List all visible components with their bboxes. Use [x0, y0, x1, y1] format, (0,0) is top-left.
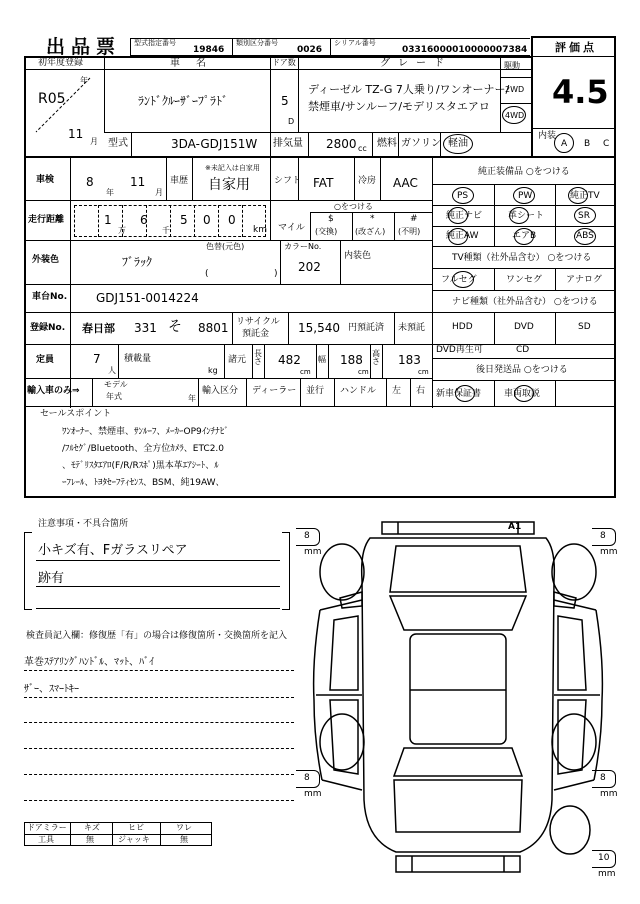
type-no-value: 19846 [193, 45, 225, 55]
inspector-line-2: ｻﾞｰ、ｽﾏｰﾄｷｰ [24, 684, 79, 695]
opt-dollar[interactable]: $ [328, 214, 334, 224]
displacement-value: 2800 [326, 137, 357, 151]
drive-4wd[interactable]: 4WD [505, 111, 525, 120]
score-label: 評価点 [555, 41, 597, 54]
kg-unit: kg [208, 366, 218, 375]
opt-dollar-sub: (交換) [315, 227, 338, 236]
doors-value: 5 [281, 94, 289, 108]
tv-title: TV種類（社外品含む） ○をつける [452, 253, 592, 263]
ac-value: AAC [393, 176, 418, 190]
dvd-cd[interactable]: CD [516, 345, 530, 355]
opt-star[interactable]: * [370, 214, 375, 224]
sales-line-3: 、ﾓﾃﾞﾘｽﾀｴｱﾛ(F/R/Rｽﾎﾟ)黒本革ｴｱｼｰﾄ、ﾙ [62, 461, 219, 471]
history-label: 車歴 [170, 176, 189, 186]
genuine-tv[interactable]: 純正TV [570, 191, 600, 201]
inspector-line-1: 革巻ｽﾃｱﾘﾝｸﾞﾊﾝﾄﾞﾙ、ﾏｯﾄ、ﾊﾞｲ [24, 657, 154, 668]
navi-hdd[interactable]: HDD [452, 322, 473, 332]
month-unit: 月 [90, 137, 98, 146]
recycle-done[interactable]: 円預託済 [348, 323, 385, 333]
car-name-label: 車名 [170, 58, 222, 69]
genuine-airbag[interactable]: エアB [512, 231, 537, 241]
model-value: 3DA-GDJ151W [171, 137, 258, 151]
after-manual[interactable]: 車両取説 [504, 389, 541, 399]
serial-value: 03316000010000007384 [402, 45, 528, 55]
length-cm: cm [300, 368, 311, 376]
inspector-title: 検査員記入欄：修復歴「有」の場合は修復箇所・交換箇所を記入 [26, 631, 288, 641]
tools-header-hibi: ヒビ [128, 823, 144, 832]
tread-rear-left-unit: mm [304, 789, 322, 799]
import-dealer[interactable]: ディーラー [252, 386, 297, 396]
cc-unit: cc [358, 144, 367, 153]
color-paren-open: ( [205, 269, 209, 279]
mileage-digit-4: 0 [203, 213, 211, 227]
tools-jack-value: 無 [180, 835, 188, 844]
sales-title: セールスポイント [40, 409, 112, 419]
width-value: 188 [340, 353, 363, 367]
person-unit: 人 [108, 366, 116, 375]
first-reg-label: 初年度登録 [38, 58, 84, 68]
inspection-month-unit: 月 [155, 188, 163, 197]
model-year-label-1: モデル [104, 380, 128, 389]
tread-front-right-unit: mm [600, 547, 618, 557]
import-parallel[interactable]: 並行 [306, 386, 325, 396]
tread-front-left: 8 [304, 531, 310, 541]
interior-a[interactable]: A [561, 139, 568, 149]
tools-jack: ジャッキ [118, 835, 150, 844]
first-reg-month: 11 [68, 127, 84, 141]
load-label: 積載量 [124, 354, 152, 364]
recycle-label-1: リサイクル [236, 317, 280, 327]
model-year-unit: 年 [188, 394, 196, 403]
import-type-label: 輸入区分 [202, 386, 239, 396]
grade-label: グレード [380, 58, 452, 69]
length-value: 482 [278, 353, 301, 367]
length-label: 長さ [254, 349, 262, 366]
mile-option[interactable]: マイル [278, 223, 305, 233]
reg-number: 8801 [198, 321, 229, 335]
shift-label: シフト [274, 176, 302, 186]
notes-line-1: 小キズ有、Fガラスリペア [38, 543, 188, 558]
color-no: 202 [298, 260, 321, 274]
km-unit: km [253, 225, 267, 235]
tread-rear-left: 8 [304, 773, 310, 783]
tread-rear-right: 8 [600, 773, 606, 783]
tools-tool-value: 無 [86, 835, 94, 844]
doors-label: ドア数 [272, 58, 296, 67]
chassis-value: GDJ151-0014224 [96, 291, 199, 305]
score-value: 4.5 [552, 73, 609, 111]
mileage-digit-2: 6 [140, 213, 148, 227]
genuine-leather-seat[interactable]: 革シート [508, 211, 545, 221]
exterior-label: 外装色 [32, 255, 60, 265]
ac-label: 冷房 [358, 176, 377, 186]
genuine-sr[interactable]: SR [578, 211, 590, 221]
displacement-label: 排気量 [273, 138, 303, 149]
after-warranty[interactable]: 新車保証書 [436, 389, 482, 399]
interior-color-label: 内装色 [344, 251, 372, 261]
tread-front-left-unit: mm [304, 547, 322, 557]
car-diagram [300, 500, 616, 900]
width-cm: cm [358, 368, 369, 376]
opt-hash[interactable]: # [410, 214, 418, 224]
opt-star-sub: (改ざん) [355, 227, 386, 236]
reg-class: 331 [134, 321, 157, 335]
handle-right[interactable]: 右 [416, 386, 426, 396]
drive-2wd[interactable]: 2WD [505, 85, 525, 94]
damage-mark-a1: A1 [508, 522, 522, 532]
mileage-digit-3: 5 [180, 213, 188, 227]
sheet-title: 出品票 [46, 36, 122, 58]
opt-hash-sub: (不明) [398, 227, 421, 236]
fuel-diesel[interactable]: 軽油 [448, 138, 468, 149]
genuine-pw[interactable]: PW [518, 191, 533, 201]
notes-line-2: 跡有 [38, 571, 65, 586]
tools-header-kizu: キズ [84, 823, 100, 832]
tv-fullseg[interactable]: フルセグ [441, 275, 477, 285]
tread-rear-right-unit: mm [600, 789, 618, 799]
navi-dvd[interactable]: DVD [514, 322, 534, 332]
recycle-value: 15,540 [298, 321, 340, 335]
drive-4wd-circle [502, 106, 526, 124]
inspection-month: 11 [130, 175, 146, 189]
year-unit: 年 [80, 76, 88, 85]
dvd-playable[interactable]: DVD再生可 [436, 345, 483, 355]
inspection-year: 8 [86, 175, 94, 189]
color-orig-label: 色替(元色) [206, 242, 245, 251]
reg-area: 春日部 [82, 322, 115, 335]
navi-sd[interactable]: SD [578, 322, 591, 332]
height-label: 高さ [372, 349, 380, 366]
interior-label: 内装 [538, 131, 557, 141]
reg-label: 登録No. [30, 323, 66, 333]
fuel-gasoline[interactable]: ガソリン [401, 138, 441, 149]
history-note: ※未記入は自家用 [205, 164, 260, 172]
color-paren-close: ) [274, 269, 278, 279]
capacity-label: 定員 [36, 355, 55, 365]
mileage-man: 万 [118, 226, 126, 235]
sales-line-2: /ﾌﾙｾｸﾞ/Bluetooth、全方位ｶﾒﾗ、ETC2.0 [62, 444, 225, 454]
color-no-label: カラーNo. [284, 242, 322, 251]
recycle-label-2: 預託金 [242, 329, 270, 339]
tools-tool: 工具 [38, 835, 54, 844]
type-no-label: 型式指定番号 [134, 39, 176, 47]
tread-spare-unit: mm [598, 869, 616, 879]
notes-title: 注意事項・不具合箇所 [38, 519, 129, 529]
fuel-label: 燃料 [377, 138, 397, 149]
genuine-aw[interactable]: 純正AW [446, 231, 479, 241]
tread-spare: 10 [598, 853, 610, 863]
tools-header-ware: ワレ [176, 823, 192, 832]
import-label: 輸入車のみ⇒ [27, 386, 80, 396]
model-year-label-2: 年式 [106, 392, 122, 401]
class-no-value: 0026 [297, 45, 323, 55]
dims-label: 諸元 [228, 355, 247, 365]
class-no-label: 類別区分番号 [236, 39, 278, 47]
first-reg-year: R05 [38, 91, 66, 107]
door-sub: D [288, 117, 295, 126]
capacity-value: 7 [93, 352, 101, 366]
recycle-none[interactable]: 未預託 [398, 323, 426, 333]
height-cm: cm [418, 368, 429, 376]
height-value: 183 [398, 353, 421, 367]
interior-c[interactable]: C [603, 139, 610, 149]
tv-oneseg[interactable]: ワンセグ [506, 275, 543, 285]
serial-label: シリアル番号 [334, 39, 376, 47]
mileage-digit-1: 1 [104, 213, 112, 227]
sales-line-1: ﾜﾝｵｰﾅｰ、禁煙車、ｻﾝﾙｰﾌ、ﾒｰｶｰOP9ｲﾝﾁﾅﾋﾞ [62, 427, 229, 437]
handle-label: ハンドル [340, 386, 377, 396]
inspection-label: 車検 [36, 175, 55, 185]
car-name-value: ﾗﾝﾄﾞｸﾙｰｻﾞｰﾌﾟﾗﾄﾞ [138, 94, 229, 108]
fuel-diesel-circle [443, 134, 473, 154]
width-label: 幅 [318, 355, 326, 364]
tv-analog[interactable]: アナログ [566, 275, 603, 285]
tools-header-mirror: ドアミラー [27, 823, 67, 832]
grade-line-2: 禁煙車/サンルーフ/モデリスタエアロ [308, 100, 490, 113]
genuine-ps[interactable]: PS [457, 191, 469, 201]
genuine-navi[interactable]: 純正ナビ [446, 211, 483, 221]
interior-a-circle [554, 133, 574, 153]
exterior-color: ﾌﾞﾗｯｸ [122, 255, 153, 269]
after-title: 後日発送品 ○をつける [476, 365, 568, 375]
reg-kana: そ [168, 319, 182, 335]
genuine-title: 純正装備品 ○をつける [478, 167, 570, 177]
history-value: 自家用 [208, 177, 250, 193]
shift-value: FAT [313, 176, 334, 190]
mileage-check-note: ○をつける [334, 202, 373, 211]
grade-line-1: ディーゼル TZ-G 7人乗り/ワンオーナー/ [308, 83, 510, 96]
mileage-sen: 千 [162, 226, 170, 235]
genuine-abs[interactable]: ABS [576, 231, 594, 241]
model-label: 型式 [108, 138, 128, 149]
mileage-digit-5: 0 [228, 213, 236, 227]
navi-title: ナビ種類（社外品含む） ○をつける [452, 297, 598, 307]
handle-left[interactable]: 左 [392, 386, 402, 396]
drive-label: 駆動 [504, 61, 520, 70]
tread-front-right: 8 [600, 531, 606, 541]
mileage-label: 走行距離 [28, 215, 65, 225]
inspection-year-unit: 年 [106, 188, 114, 197]
chassis-label: 車台No. [32, 292, 68, 302]
interior-b[interactable]: B [584, 139, 591, 149]
first-reg-divider [30, 72, 100, 136]
sales-line-4: ｰﾌﾚｰﾙ、ﾄﾖﾀｾｰﾌﾃｨｾﾝｽ、BSM、純19AW、 [62, 478, 225, 488]
